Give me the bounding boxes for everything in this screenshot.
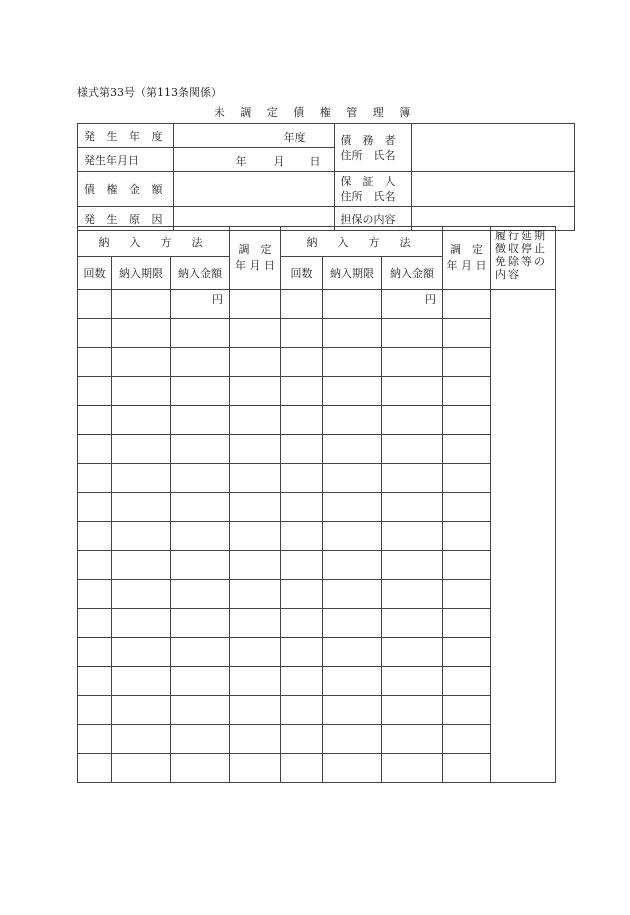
chotei-date-cell-2[interactable]	[443, 319, 491, 348]
count-cell-2[interactable]	[281, 725, 323, 754]
amount-cell-2[interactable]	[382, 319, 443, 348]
count-cell-2[interactable]	[281, 638, 323, 667]
guarantor-label-title: 保 証 人	[340, 175, 396, 188]
chotei-date-cell-2[interactable]	[443, 493, 491, 522]
amount-cell-2[interactable]	[382, 290, 443, 319]
chotei-date-cell-2[interactable]	[443, 348, 491, 377]
amount-cell-1[interactable]	[171, 348, 230, 377]
guarantor-label-address: 住所 氏名	[340, 190, 396, 203]
form-number: 様式第33号（第113条関係）	[77, 86, 222, 99]
deadline-cell-2[interactable]	[323, 754, 382, 783]
deadline-cell-1[interactable]	[112, 696, 171, 725]
deadline-cell-1[interactable]	[112, 348, 171, 377]
deadline-cell-1[interactable]	[112, 638, 171, 667]
amount-cell-1[interactable]	[171, 464, 230, 493]
count-cell-1[interactable]	[78, 377, 112, 406]
count-cell-2[interactable]	[281, 551, 323, 580]
ledger-row	[78, 551, 556, 580]
count-cell-2[interactable]	[281, 290, 323, 319]
count-cell-1[interactable]	[78, 725, 112, 754]
chotei-date-cell-1[interactable]	[230, 696, 281, 725]
deadline-header-1: 納入期限	[112, 257, 171, 290]
amount-header-2: 納入金額	[382, 257, 443, 290]
count-cell-2[interactable]	[281, 754, 323, 783]
occurrence-cause-label: 発 生 原 因	[78, 207, 174, 231]
chotei-date-cell-1[interactable]	[230, 493, 281, 522]
deadline-cell-2[interactable]	[323, 696, 382, 725]
count-cell-2[interactable]	[281, 435, 323, 464]
deadline-cell-1[interactable]	[112, 754, 171, 783]
payment-method-header-2: 納入方法	[281, 227, 443, 257]
occurrence-date-field[interactable]	[173, 148, 334, 172]
count-cell-2[interactable]	[281, 348, 323, 377]
deadline-cell-1[interactable]	[112, 290, 171, 319]
debtor-label	[334, 124, 411, 172]
debtor-field[interactable]	[411, 124, 574, 172]
deadline-cell-2[interactable]	[323, 667, 382, 696]
chotei-date-cell-2[interactable]	[443, 696, 491, 725]
ledger-row	[78, 493, 556, 522]
deadline-cell-1[interactable]	[112, 725, 171, 754]
count-cell-1[interactable]	[78, 464, 112, 493]
count-cell-1[interactable]	[78, 754, 112, 783]
amount-cell-2[interactable]	[382, 551, 443, 580]
chotei-date-cell-1[interactable]	[230, 377, 281, 406]
count-cell-1[interactable]	[78, 667, 112, 696]
count-cell-1[interactable]	[78, 609, 112, 638]
count-cell-2[interactable]	[281, 406, 323, 435]
chotei-date-cell-2[interactable]	[443, 667, 491, 696]
chotei-date-cell-2[interactable]	[443, 377, 491, 406]
amount-cell-2[interactable]	[382, 609, 443, 638]
amount-cell-2[interactable]	[382, 348, 443, 377]
chotei-date-cell-2[interactable]	[443, 522, 491, 551]
amount-cell-2[interactable]	[382, 435, 443, 464]
deadline-cell-1[interactable]	[112, 580, 171, 609]
amount-cell-1[interactable]	[171, 290, 230, 319]
year-unit: 年度	[283, 131, 306, 144]
amount-cell-1[interactable]	[171, 609, 230, 638]
amount-cell-1[interactable]	[171, 522, 230, 551]
chotei-date-cell-1[interactable]	[230, 348, 281, 377]
amount-cell-1[interactable]	[171, 667, 230, 696]
amount-cell-1[interactable]	[171, 493, 230, 522]
amount-cell-1[interactable]	[171, 696, 230, 725]
chotei-date-header-2	[443, 227, 491, 290]
chotei-date-cell-1[interactable]	[230, 464, 281, 493]
amount-cell-2[interactable]	[382, 696, 443, 725]
deadline-cell-1[interactable]	[112, 406, 171, 435]
amount-cell-2[interactable]	[382, 464, 443, 493]
ledger-row	[78, 464, 556, 493]
chotei-date-cell-1[interactable]	[230, 754, 281, 783]
ledger-row	[78, 696, 556, 725]
debtor-label-title: 債 務 者	[340, 133, 396, 147]
chotei-header-1-bottom: 年 月 日	[235, 259, 275, 272]
deadline-cell-2[interactable]	[323, 377, 382, 406]
amount-cell-2[interactable]	[382, 493, 443, 522]
count-cell-1[interactable]	[78, 580, 112, 609]
date-year-unit: 年	[235, 155, 247, 168]
chotei-date-cell-1[interactable]	[230, 725, 281, 754]
deadline-cell-1[interactable]	[112, 464, 171, 493]
occurrence-year-label: 発 生 年 度	[78, 124, 174, 148]
count-header-2: 回数	[281, 257, 323, 290]
deadline-cell-2[interactable]	[323, 551, 382, 580]
count-cell-2[interactable]	[281, 377, 323, 406]
payment-method-header-1: 納入方法	[78, 227, 230, 257]
deadline-cell-2[interactable]	[323, 406, 382, 435]
deadline-cell-1[interactable]	[112, 522, 171, 551]
date-month-unit: 月	[273, 155, 285, 168]
claim-amount-label: 債 権 金 額	[78, 172, 174, 207]
amount-cell-2[interactable]	[382, 377, 443, 406]
chotei-date-cell-1[interactable]	[230, 609, 281, 638]
count-cell-1[interactable]	[78, 551, 112, 580]
chotei-header-2-bottom: 年 月 日	[446, 259, 487, 272]
chotei-date-header-1	[230, 227, 281, 290]
debtor-label-address: 住所 氏名	[340, 148, 396, 162]
deadline-cell-2[interactable]	[323, 493, 382, 522]
deadline-cell-1[interactable]	[112, 667, 171, 696]
ledger-row	[78, 580, 556, 609]
ledger-row	[78, 754, 556, 783]
deadline-cell-2[interactable]	[323, 725, 382, 754]
header-table	[77, 123, 575, 231]
deadline-cell-1[interactable]	[112, 551, 171, 580]
amount-cell-1[interactable]	[171, 580, 230, 609]
deadline-cell-2[interactable]	[323, 435, 382, 464]
deadline-cell-2[interactable]	[323, 609, 382, 638]
chotei-date-cell-2[interactable]	[443, 609, 491, 638]
amount-cell-2[interactable]	[382, 725, 443, 754]
count-cell-1[interactable]	[78, 638, 112, 667]
chotei-date-cell-2[interactable]	[443, 725, 491, 754]
chotei-date-cell-1[interactable]	[230, 406, 281, 435]
deadline-cell-1[interactable]	[112, 609, 171, 638]
chotei-date-cell-2[interactable]	[443, 406, 491, 435]
amount-cell-1[interactable]	[171, 754, 230, 783]
chotei-date-cell-1[interactable]	[230, 667, 281, 696]
count-cell-1[interactable]	[78, 348, 112, 377]
ledger-row	[78, 638, 556, 667]
count-cell-1[interactable]	[78, 522, 112, 551]
occurrence-date-label: 発生年月日	[78, 148, 174, 172]
chotei-date-cell-2[interactable]	[443, 290, 491, 319]
claim-amount-field[interactable]	[173, 172, 334, 207]
guarantor-label	[334, 172, 411, 207]
chotei-date-cell-2[interactable]	[443, 580, 491, 609]
amount-header-1: 納入金額	[171, 257, 230, 290]
deadline-cell-2[interactable]	[323, 319, 382, 348]
count-cell-1[interactable]	[78, 696, 112, 725]
count-cell-1[interactable]	[78, 290, 112, 319]
deadline-cell-1[interactable]	[112, 493, 171, 522]
remarks-header: 履行延期徴収停止免除等の内容	[491, 227, 556, 290]
date-day-unit: 日	[309, 155, 321, 168]
count-cell-1[interactable]	[78, 319, 112, 348]
count-cell-1[interactable]	[78, 493, 112, 522]
amount-cell-1[interactable]	[171, 319, 230, 348]
form-title: 未 調 定 債 権 管 理 簿	[213, 106, 417, 119]
chotei-date-cell-2[interactable]	[443, 464, 491, 493]
deadline-cell-2[interactable]	[323, 638, 382, 667]
count-cell-2[interactable]	[281, 667, 323, 696]
count-cell-2[interactable]	[281, 580, 323, 609]
chotei-date-cell-1[interactable]	[230, 522, 281, 551]
deadline-cell-2[interactable]	[323, 464, 382, 493]
count-header-1: 回数	[78, 257, 112, 290]
count-cell-2[interactable]	[281, 493, 323, 522]
amount-cell-2[interactable]	[382, 667, 443, 696]
amount-cell-2[interactable]	[382, 522, 443, 551]
amount-cell-2[interactable]	[382, 406, 443, 435]
yen-unit: 円	[212, 293, 223, 306]
ledger-row	[78, 348, 556, 377]
deadline-cell-2[interactable]	[323, 522, 382, 551]
ledger-row	[78, 406, 556, 435]
ledger-row	[78, 435, 556, 464]
ledger-row	[78, 725, 556, 754]
chotei-header-1-top: 調 定	[238, 243, 272, 256]
deadline-cell-2[interactable]	[323, 580, 382, 609]
count-cell-2[interactable]	[281, 464, 323, 493]
amount-cell-1[interactable]	[171, 551, 230, 580]
chotei-date-cell-1[interactable]	[230, 435, 281, 464]
chotei-date-cell-2[interactable]	[443, 435, 491, 464]
deadline-cell-1[interactable]	[112, 377, 171, 406]
deadline-cell-1[interactable]	[112, 319, 171, 348]
count-cell-2[interactable]	[281, 319, 323, 348]
chotei-header-2-top: 調 定	[450, 243, 483, 256]
chotei-date-cell-2[interactable]	[443, 551, 491, 580]
chotei-date-cell-1[interactable]	[230, 290, 281, 319]
guarantor-field[interactable]	[411, 172, 574, 207]
count-cell-2[interactable]	[281, 696, 323, 725]
count-cell-2[interactable]	[281, 522, 323, 551]
collateral-label: 担保の内容	[334, 207, 411, 231]
payment-table	[77, 226, 556, 783]
deadline-header-2: 納入期限	[323, 257, 382, 290]
amount-cell-1[interactable]	[171, 725, 230, 754]
count-cell-2[interactable]	[281, 609, 323, 638]
chotei-date-cell-1[interactable]	[230, 551, 281, 580]
amount-cell-2[interactable]	[382, 754, 443, 783]
chotei-date-cell-1[interactable]	[230, 580, 281, 609]
ledger-row	[78, 290, 556, 319]
chotei-date-cell-1[interactable]	[230, 638, 281, 667]
chotei-date-cell-1[interactable]	[230, 319, 281, 348]
amount-cell-1[interactable]	[171, 435, 230, 464]
amount-cell-1[interactable]	[171, 638, 230, 667]
chotei-date-cell-2[interactable]	[443, 638, 491, 667]
deadline-cell-2[interactable]	[323, 290, 382, 319]
amount-cell-2[interactable]	[382, 638, 443, 667]
ledger-row	[78, 667, 556, 696]
ledger-row	[78, 319, 556, 348]
amount-cell-1[interactable]	[171, 406, 230, 435]
count-cell-1[interactable]	[78, 435, 112, 464]
ledger-row	[78, 377, 556, 406]
count-cell-1[interactable]	[78, 406, 112, 435]
amount-cell-2[interactable]	[382, 580, 443, 609]
yen-unit: 円	[425, 293, 436, 306]
chotei-date-cell-2[interactable]	[443, 754, 491, 783]
ledger-row	[78, 609, 556, 638]
remarks-cell[interactable]	[491, 290, 556, 783]
amount-cell-1[interactable]	[171, 377, 230, 406]
ledger-row	[78, 522, 556, 551]
deadline-cell-1[interactable]	[112, 435, 171, 464]
deadline-cell-2[interactable]	[323, 348, 382, 377]
occurrence-year-field[interactable]	[173, 124, 334, 148]
